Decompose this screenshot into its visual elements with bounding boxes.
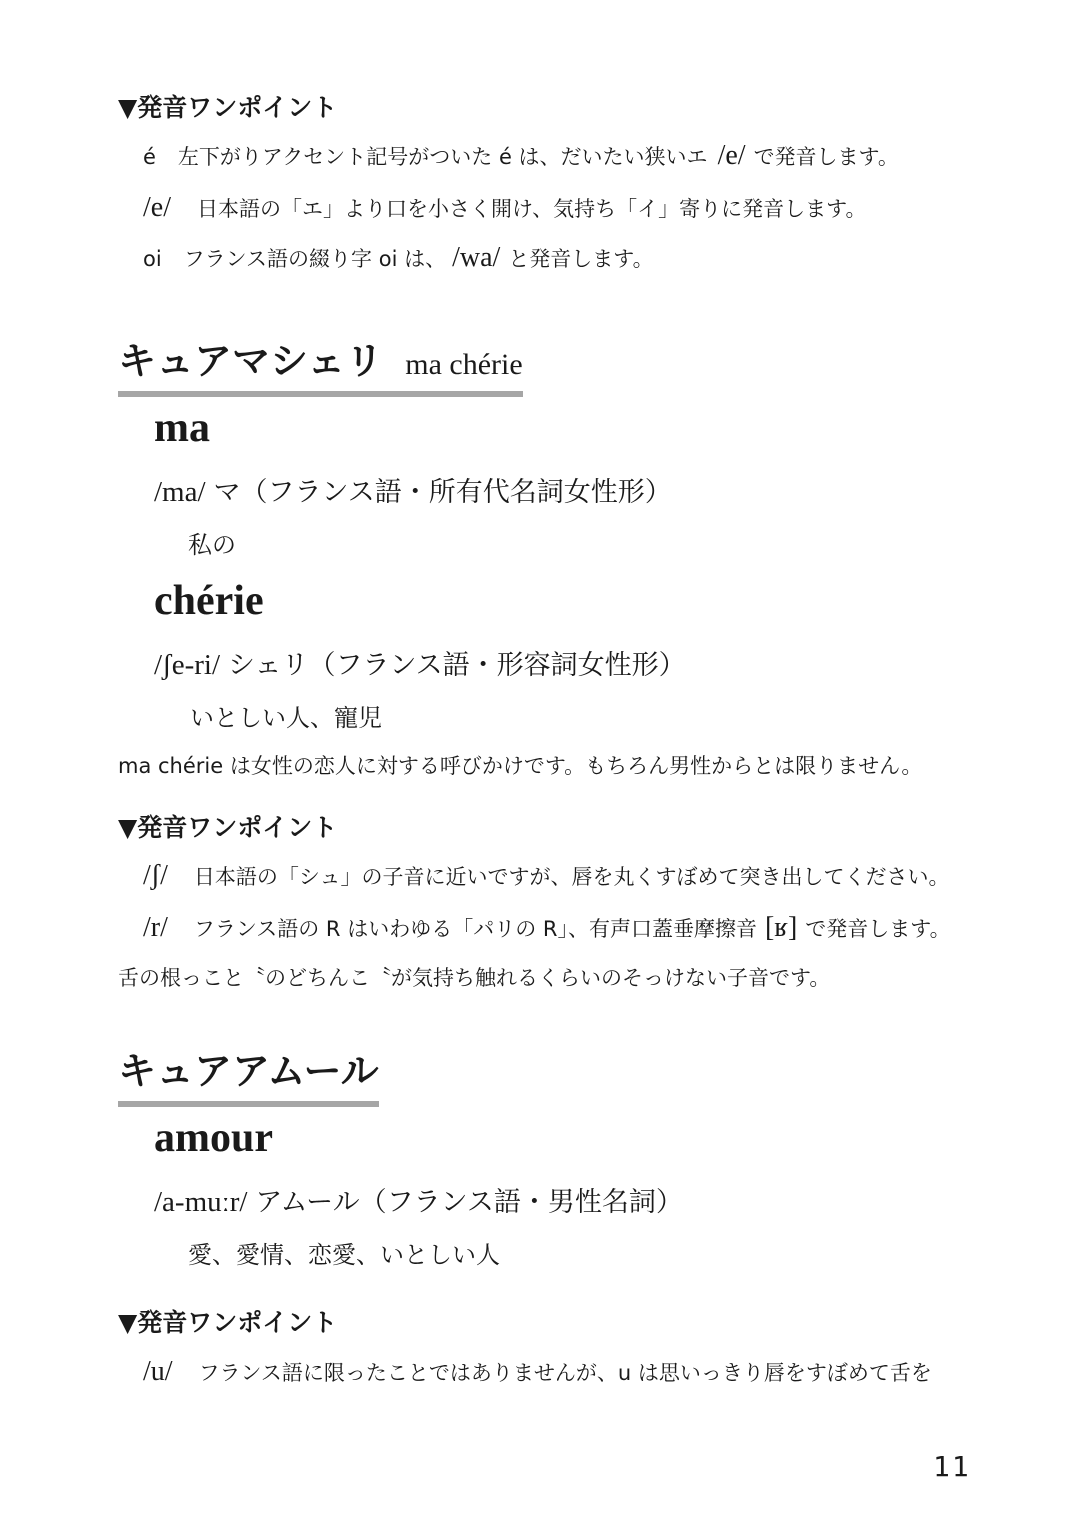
tip-text: フランス語の綴り字 oi は、 (183, 247, 447, 271)
pronunciation-ma (154, 470, 672, 509)
meaning-cherie: いとしい人、寵児 (190, 704, 382, 732)
tip-line-e (143, 192, 866, 224)
tip-text: フランス語に限ったことではありませんが、u は思いっきり唇をすぼめて舌を (198, 1361, 932, 1385)
section-title-text: キュアマシェリ (118, 338, 384, 383)
tip-line-oi (143, 242, 654, 274)
tip-tail: で発音します。 (805, 917, 951, 941)
tip-text: 日本語の「シュ」の子音に近いですが、唇を丸くすぼめて突き出してください。 (193, 865, 950, 889)
meaning-ma: 私の (188, 531, 236, 559)
tip-line-u (143, 1356, 932, 1388)
meaning-amour: 愛、愛情、恋愛、いとしい人 (188, 1241, 500, 1269)
pronunciation-cherie (154, 643, 686, 682)
headword-ma: ma (154, 405, 210, 451)
usage-note: ma chérie は女性の恋人に対する呼びかけです。もちろん男性からとは限りません。 (118, 754, 923, 778)
tip-line-sh (143, 860, 949, 892)
tip-key: /e/ (143, 192, 171, 223)
tip-text: 日本語の「エ」より口を小さく開け、気持ち「イ」寄りに発音します。 (197, 197, 867, 221)
ipa: /ma/ (154, 476, 206, 508)
tip-key: /u/ (143, 1356, 173, 1387)
headword-amour: amour (154, 1115, 273, 1161)
tip-line-e-accent (143, 140, 899, 172)
tip-continuation: 舌の根っこと〝のどちんこ〝が気持ち触れるくらいのそっけない子音です。 (118, 966, 831, 990)
tip-line-r (143, 912, 951, 944)
section-subtitle: ma chérie (405, 348, 523, 381)
tip-ipa: [ʁ] (764, 912, 798, 943)
tip-ipa: /wa/ (452, 242, 501, 273)
section-title-text: キュアアムール (118, 1048, 379, 1093)
ipa: /a-muːr/ (154, 1186, 248, 1218)
tip-heading: ▼発音ワンポイント (118, 813, 338, 842)
section-title-cure-amour (118, 1040, 379, 1107)
pronunciation-amour (154, 1180, 683, 1219)
page-number: 11 (933, 1450, 971, 1483)
tip-heading: ▼発音ワンポイント (118, 93, 338, 122)
tip-ipa: /e/ (717, 140, 746, 171)
reading: シェリ（フランス語・形容詞女性形） (228, 650, 686, 681)
tip-key: oi (143, 247, 162, 271)
tip-text: フランス語の R はいわゆる「パリの R」、有声口蓋垂摩擦音 (193, 917, 757, 941)
reading: アムール（フランス語・男性名詞） (255, 1187, 683, 1218)
tip-tail: で発音します。 (753, 145, 899, 169)
section-title-cure-macherie (118, 330, 523, 397)
reading: マ（フランス語・所有代名詞女性形） (213, 477, 672, 508)
tip-text: 左下がりアクセント記号がついた é は、だいたい狭いエ (177, 145, 708, 169)
tip-heading: ▼発音ワンポイント (118, 1308, 338, 1337)
headword-cherie: chérie (154, 578, 264, 624)
tip-tail: と発音します。 (508, 247, 654, 271)
tip-key: /r/ (143, 912, 168, 943)
tip-key: é (143, 145, 156, 169)
ipa: /ʃe-ri/ (154, 649, 221, 681)
tip-key: /ʃ/ (143, 860, 168, 891)
